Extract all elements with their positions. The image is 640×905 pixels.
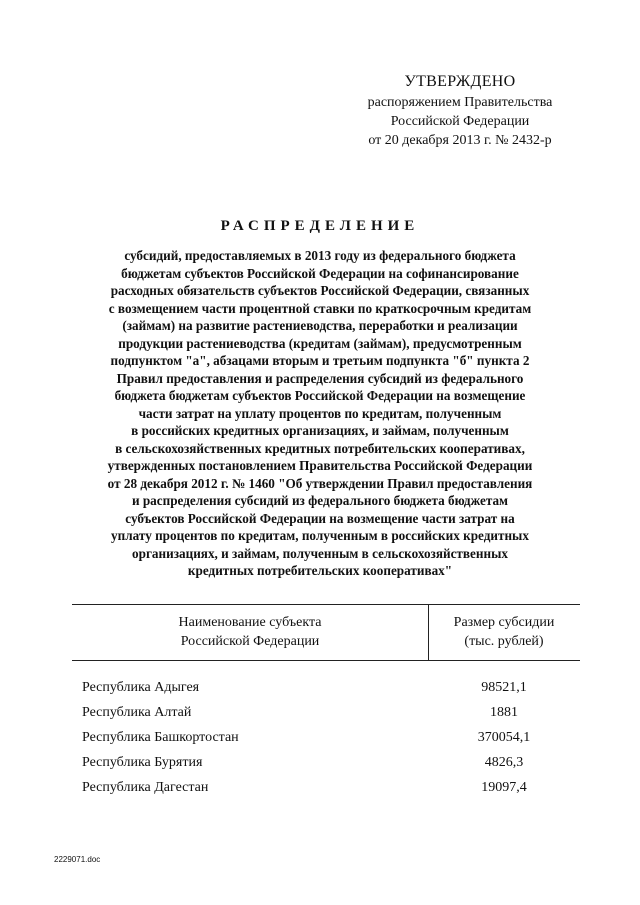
subtitle-line: (займам) на развитие растениеводства, переработки и реализации bbox=[122, 318, 518, 333]
approval-line: распоряжением Правительства bbox=[367, 95, 553, 110]
subtitle-line: от 28 декабря 2012 г. № 1460 "Об утверждении Правил предоставления bbox=[107, 475, 533, 491]
approval-line: Российской Федерации bbox=[390, 114, 530, 129]
subtitle-line: в российских кредитных организациях, и займам, полученным bbox=[131, 423, 509, 438]
row-subject: Республика Башкортостан bbox=[82, 730, 239, 745]
subtitle-line: организациях, и займам, полученным в сельскохозяйственных bbox=[132, 545, 508, 561]
document-file-code: 2229071.doc bbox=[54, 855, 101, 864]
subsidy-table-header bbox=[72, 604, 580, 661]
row-amount: 19097,4 bbox=[481, 780, 527, 795]
subtitle-line: кредитных потребительских кооперативах" bbox=[187, 563, 453, 578]
column-header-amount-line2: (тыс. рублей) bbox=[464, 634, 544, 649]
column-header-amount bbox=[428, 613, 580, 651]
column-header-amount-line1: Размер субсидии bbox=[453, 615, 555, 630]
approval-stamp bbox=[340, 72, 580, 150]
approval-title: УТВЕРЖДЕНО bbox=[404, 73, 516, 90]
subtitle-line: субъектов Российской Федерации на возмещение части затрат на bbox=[125, 510, 515, 526]
row-amount: 370054,1 bbox=[477, 730, 531, 745]
column-header-subject-line1: Наименование субъекта bbox=[178, 615, 322, 630]
table-row bbox=[72, 726, 580, 751]
subsidy-table-body bbox=[72, 676, 580, 801]
approval-line: от 20 декабря 2013 г. № 2432-р bbox=[368, 133, 552, 148]
table-row bbox=[72, 751, 580, 776]
subtitle-line: утвержденных постановлением Правительства Российской Федерации bbox=[107, 458, 533, 473]
table-header-rule bbox=[72, 660, 580, 661]
column-header-subject bbox=[72, 613, 428, 651]
row-subject: Республика Адыгея bbox=[82, 680, 200, 695]
subtitle-line: подпунктом "а", абзацами вторым и третьим подпункта "б" пункта 2 bbox=[110, 353, 530, 368]
subtitle-line: в сельскохозяйственных кредитных потребительских кооперативах, bbox=[115, 440, 525, 456]
table-header-row bbox=[72, 605, 580, 660]
subtitle-line: с возмещением части процентной ставки по краткосрочным кредитам bbox=[108, 300, 532, 316]
document-heading: РАСПРЕДЕЛЕНИЕ bbox=[220, 218, 420, 234]
column-header-subject-line2: Российской Федерации bbox=[180, 634, 320, 649]
row-subject: Республика Бурятия bbox=[82, 755, 203, 770]
row-amount: 1881 bbox=[490, 705, 518, 720]
subtitle-line: части затрат на уплату процентов по кредитам, полученным bbox=[138, 405, 502, 421]
table-row bbox=[72, 701, 580, 726]
subtitle-line: уплату процентов по кредитам, полученным в российских кредитных bbox=[111, 528, 529, 543]
row-amount: 98521,1 bbox=[481, 680, 527, 695]
row-amount: 4826,3 bbox=[484, 755, 524, 770]
document-subtitle bbox=[70, 247, 570, 580]
row-subject: Республика Дагестан bbox=[82, 780, 209, 795]
subtitle-line: Правил предоставления и распределения субсидий из федерального bbox=[116, 370, 524, 386]
subtitle-line: бюджета бюджетам субъектов Российской Федерации на возмещение bbox=[114, 388, 526, 403]
subtitle-line: субсидий, предоставляемых в 2013 году из федерального бюджета bbox=[124, 248, 516, 263]
table-row bbox=[72, 776, 580, 801]
subtitle-line: продукции растениеводства (кредитам (займам), предусмотренным bbox=[118, 335, 522, 351]
subtitle-line: расходных обязательств субъектов Российской Федерации, связанных bbox=[110, 283, 530, 298]
row-subject: Республика Алтай bbox=[82, 705, 192, 720]
table-row bbox=[72, 676, 580, 701]
subtitle-line: бюджетам субъектов Российской Федерации на софинансирование bbox=[121, 265, 519, 281]
subtitle-line: и распределения субсидий из федерального бюджета бюджетам bbox=[131, 493, 509, 508]
